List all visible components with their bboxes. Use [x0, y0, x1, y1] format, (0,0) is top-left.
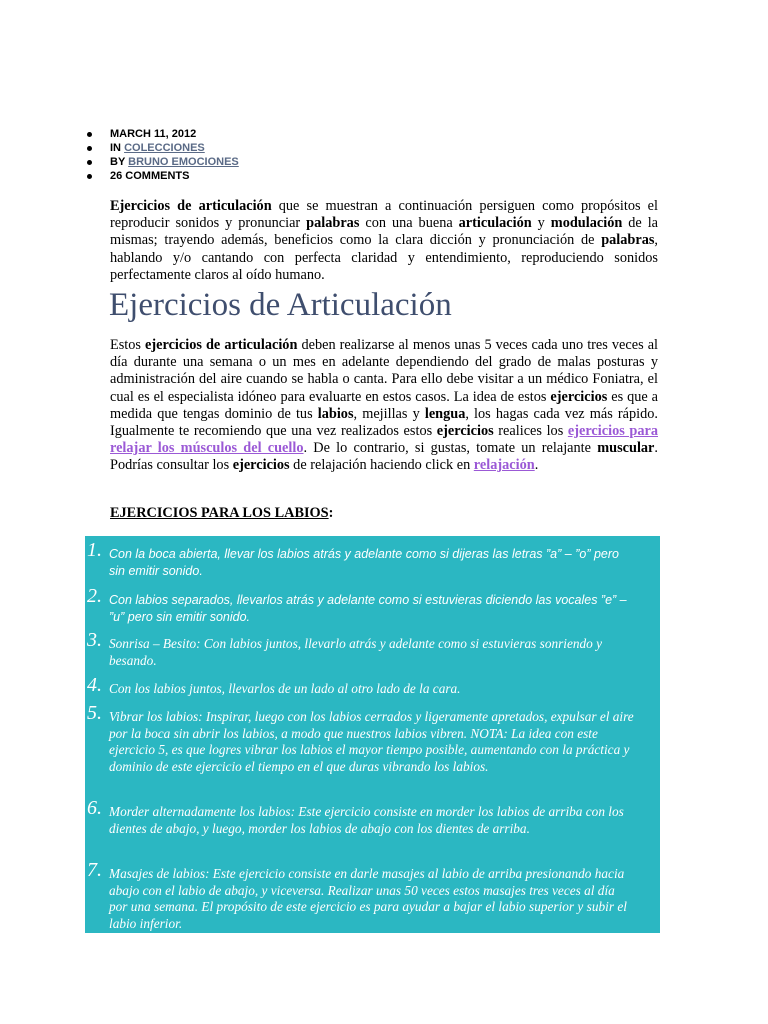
- post-meta-list: [84, 127, 239, 183]
- neck-exercises-link[interactable]: ejercicios para relajar los músculos del cuello: [110, 423, 658, 457]
- meta-comments: 26 COMMENTS: [84, 169, 239, 183]
- bullet-icon: [87, 146, 92, 151]
- bullet-icon: [87, 174, 92, 179]
- article-title: Ejercicios de Articulación: [109, 287, 452, 323]
- meta-date: MARCH 11, 2012: [84, 127, 239, 141]
- bullet-icon: [87, 160, 92, 165]
- relaxation-link[interactable]: relajación: [473, 457, 535, 474]
- body-paragraph: Estos ejercicios de articulación deben realizarse al menos unas 5 veces cada uno tres veces al día durante una semana o un mes en adelante dependiendo del grado de malas posturas y administración del aire cuando se habla o canta. Para ello debe visitar a un médico Foniatra, el cual es el especialista idóneo para evaluarte en estos casos. La idea de estos ejercicios es que a medida que tengas dominio de tus labios, mejillas y lengua, los hagas cada vez más rápido. Igualmente te recomiendo que una vez realizados estos ejercicios realices los ejercicios para relajar los músculos del cuello. De lo contrario, si gustas, tomate un relajante muscular. Podrías consultar los ejercicios de relajación haciendo click en relajación.: [110, 337, 659, 474]
- category-link[interactable]: COLECCIONES: [124, 142, 205, 154]
- section-heading: EJERCICIOS PARA LOS LABIOS:: [110, 505, 334, 521]
- exercise-box: 1. Con la boca abierta, llevar los labios atrás y adelante como si dijeras las letras ”a” – ”o” pero sin emitir sonido. 2. Con labios separados, llevarlos atrás y adelante como si estuvieras diciendo las vocales ”e” – ”u” pero sin emitir sonido. 3. Sonrisa – Besito: Con labios juntos, llevarlo atrás y adelante como si estuvieras sonriendo y besando. 4. Con los labios juntos, llevarlos de un lado al otro lado de la cara. 5. Vibrar los labios: Inspirar, luego con los labios cerrados y ligeramente apretados, expulsar el aire por la boca sin abrir los labios, a modo que nuestros labios vibren. NOTA: La idea con este ejercicio 5, es que logres vibrar los labios el mayor tiempo posible, aumentando con la práctica y dominio de este ejercicio el tiempo en el que duras vibrando los labios. 6. Morder alternadamente los labios: Este ejercicio consiste en morder los labios de arriba con los dientes de abajo, y luego, morder los labios de abajo con los dientes de arriba. 7. Masajes de labios: Este ejercicio consiste en darle masajes al labio de arriba presionando hacia abajo con el labio de abajo, y viceversa. Realizar unas 50 veces estos masajes tres veces al día por una semana. El propósito de este ejercicio es para ayudar a bajar el labio superior y subir el labio inferior.: [85, 536, 660, 933]
- author-link[interactable]: BRUNO EMOCIONES: [128, 156, 239, 168]
- meta-author: BY BRUNO EMOCIONES: [84, 155, 239, 169]
- intro-paragraph: Ejercicios de articulación que se muestran a continuación persiguen como propósitos el reproducir sonidos y pronunciar palabras con una buena articulación y modulación de la mismas; trayendo además, beneficios como la clara dicción y pronunciación de palabras, hablando y/o cantando con perfecta claridad y entendimiento, reproduciendo sonidos perfectamente claros al oído humano.: [110, 198, 659, 283]
- meta-category: IN COLECCIONES: [84, 141, 239, 155]
- bullet-icon: [87, 132, 92, 137]
